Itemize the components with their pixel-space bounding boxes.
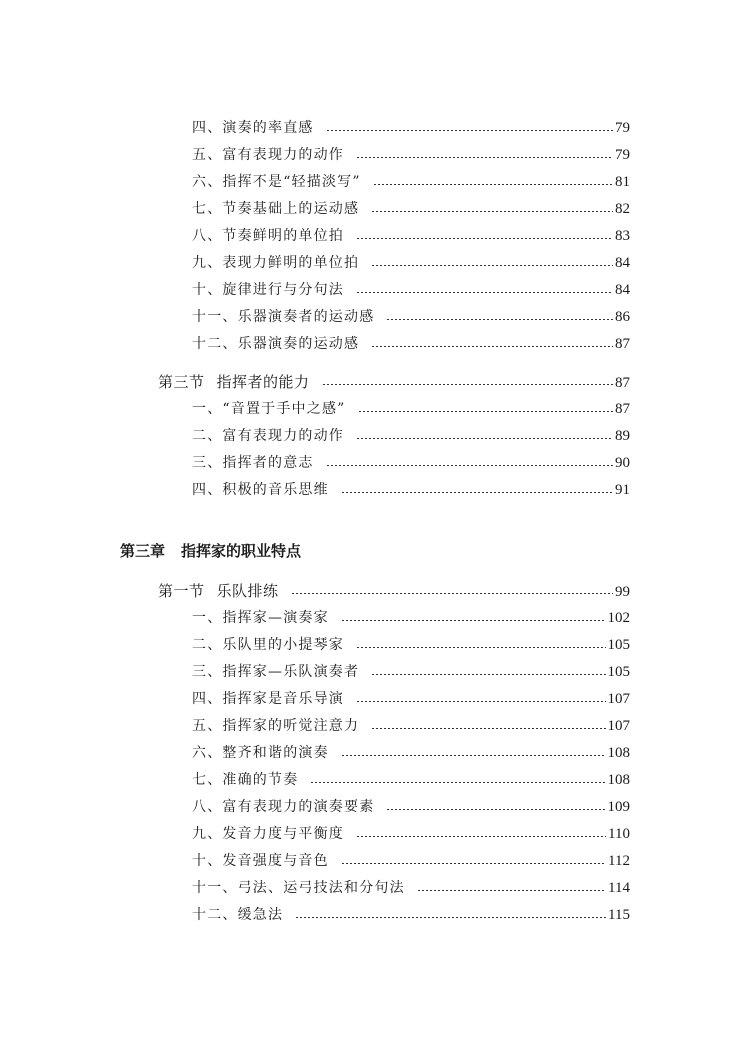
dot-leader [326, 130, 613, 131]
chapter-title: 指挥家的职业特点 [181, 542, 302, 560]
toc-entry-title: 八、节奏鲜明的单位拍 [192, 228, 344, 244]
dot-leader [373, 184, 613, 185]
toc-entry-title: 十、旋律进行与分句法 [192, 282, 344, 298]
dot-leader [356, 438, 613, 439]
toc-entry-page: 108 [607, 772, 630, 788]
toc-entry [192, 796, 630, 818]
toc-entry-title: 十一、乐器演奏者的运动感 [192, 309, 375, 325]
dot-leader [341, 492, 613, 493]
toc-entry [192, 715, 630, 737]
toc-entry-page: 115 [608, 907, 630, 923]
toc-entry-title: 九、发音力度与平衡度 [192, 826, 344, 842]
toc-entry-page: 102 [607, 610, 630, 626]
toc-entry-title: 十一、弓法、运弓技法和分句法 [192, 880, 405, 896]
section-title: 乐队排练 [216, 582, 279, 600]
toc-entry [192, 904, 630, 926]
toc-entry [192, 117, 630, 139]
toc-entry [192, 252, 630, 274]
toc-entry-page: 105 [607, 664, 630, 680]
toc-entry-title: 二、乐队里的小提琴家 [192, 637, 344, 653]
toc-entry-page: 84 [615, 282, 630, 298]
toc-entry-page: 86 [615, 309, 630, 325]
toc-entry-title: 四、积极的音乐思维 [192, 482, 329, 498]
toc-entry-title: 六、整齐和谐的演奏 [192, 745, 329, 761]
toc-entry [192, 661, 630, 683]
toc-entry-title: 十二、乐器演奏的运动感 [192, 336, 360, 352]
toc-entry [192, 479, 630, 501]
toc-entry-page: 114 [608, 880, 630, 896]
section-number: 第一节 [158, 582, 205, 600]
toc-entry-title: 二、富有表现力的动作 [192, 428, 344, 444]
toc-entry [192, 279, 630, 301]
toc-entry [192, 877, 630, 899]
toc-section-heading [158, 580, 630, 602]
section-number: 第三节 [158, 373, 205, 391]
toc-entry-page: 81 [615, 174, 630, 190]
toc-entry [192, 306, 630, 328]
toc-entry [192, 171, 630, 193]
toc-entry-title: 一、指挥家—演奏家 [192, 610, 329, 626]
dot-leader [322, 384, 613, 385]
toc-entry-title: 三、指挥家—乐队演奏者 [192, 664, 360, 680]
dot-leader [341, 863, 606, 864]
dot-leader [295, 917, 606, 918]
toc-entry-title: 十二、缓急法 [192, 907, 284, 923]
chapter-heading [120, 540, 301, 562]
toc-entry-page: 108 [607, 745, 630, 761]
dot-leader [356, 157, 613, 158]
toc-entry-page: 105 [607, 637, 630, 653]
dot-leader [386, 319, 613, 320]
dot-leader [386, 809, 605, 810]
toc-entry [192, 425, 630, 447]
toc-entry [192, 333, 630, 355]
toc-entry-page: 110 [608, 826, 630, 842]
dot-leader [371, 728, 605, 729]
toc-entry-page: 87 [615, 375, 630, 391]
toc-entry-page: 87 [615, 401, 630, 417]
toc-entry [192, 144, 630, 166]
toc-entry-page: 107 [607, 718, 630, 734]
dot-leader [371, 211, 613, 212]
dot-leader [417, 890, 606, 891]
dot-leader [341, 620, 606, 621]
toc-entry [192, 850, 630, 872]
toc-entry-title: 九、表现力鲜明的单位拍 [192, 255, 360, 271]
toc-entry-title: 七、节奏基础上的运动感 [192, 201, 360, 217]
dot-leader [371, 674, 605, 675]
toc-entry [192, 742, 630, 764]
toc-entry-title: 四、指挥家是音乐导演 [192, 691, 344, 707]
toc-entry-page: 82 [615, 201, 630, 217]
dot-leader [356, 647, 606, 648]
toc-entry-title: 六、指挥不是“轻描淡写” [192, 174, 361, 190]
chapter-number: 第三章 [120, 542, 166, 560]
dot-leader [371, 346, 613, 347]
toc-entry [192, 688, 630, 710]
toc-entry [192, 607, 630, 629]
toc-entry-page: 99 [615, 584, 630, 600]
toc-entry-title: 三、指挥者的意志 [192, 455, 314, 471]
toc-entry-title: 五、富有表现力的动作 [192, 147, 344, 163]
dot-leader [358, 411, 613, 412]
toc-entry [192, 398, 630, 420]
toc-entry-page: 79 [615, 147, 630, 163]
dot-leader [356, 238, 613, 239]
toc-entry-page: 83 [615, 228, 630, 244]
toc-entry [192, 452, 630, 474]
dot-leader [356, 701, 606, 702]
toc-entry-title: 八、富有表现力的演奏要素 [192, 799, 375, 815]
toc-entry [192, 634, 630, 656]
dot-leader [356, 836, 606, 837]
dot-leader [326, 465, 613, 466]
toc-entry-page: 79 [615, 120, 630, 136]
toc-entry-page: 109 [607, 799, 630, 815]
dot-leader [356, 292, 613, 293]
toc-entry-title: 四、演奏的率直感 [192, 120, 314, 136]
dot-leader [310, 782, 605, 783]
toc-entry-title: 七、准确的节奏 [192, 772, 299, 788]
dot-leader [341, 755, 606, 756]
toc-entry-title: 五、指挥家的听觉注意力 [192, 718, 360, 734]
toc-entry-page: 90 [615, 455, 630, 471]
toc-entry-page: 84 [615, 255, 630, 271]
toc-section-heading [158, 371, 630, 393]
dot-leader [291, 593, 613, 594]
toc-entry [192, 823, 630, 845]
toc-entry-page: 89 [615, 428, 630, 444]
toc-entry-title: 十、发音强度与音色 [192, 853, 329, 869]
toc-entry-page: 91 [615, 482, 630, 498]
toc-entry-page: 107 [607, 691, 630, 707]
dot-leader [371, 265, 613, 266]
toc-entry [192, 225, 630, 247]
toc-entry-title: 一、“音置于手中之感” [192, 401, 346, 417]
toc-entry-page: 112 [608, 853, 630, 869]
toc-entry [192, 769, 630, 791]
toc-entry [192, 198, 630, 220]
section-title: 指挥者的能力 [216, 373, 310, 391]
toc-entry-page: 87 [615, 336, 630, 352]
